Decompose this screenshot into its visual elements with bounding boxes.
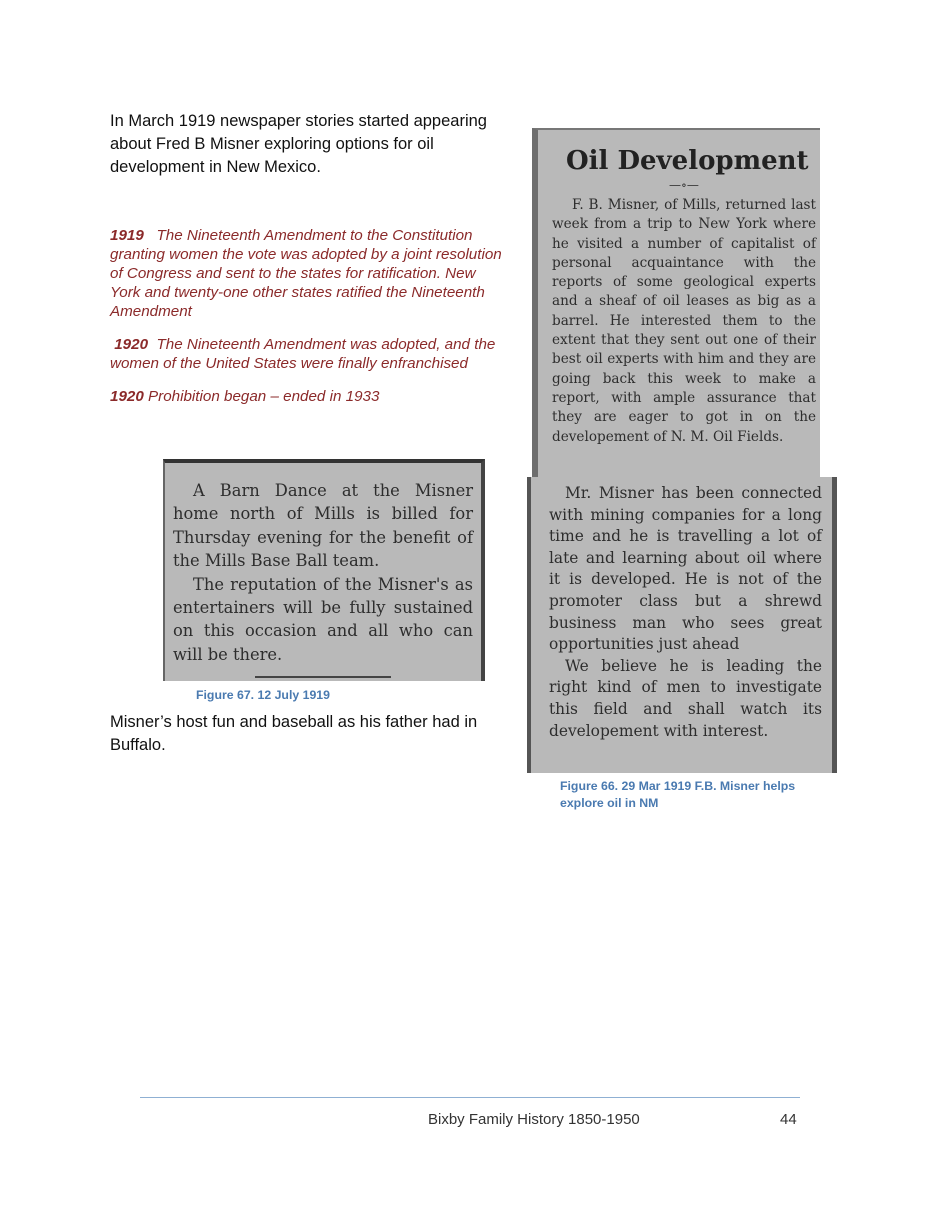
headline-divider: —∘—: [669, 178, 699, 192]
clipping-rule: [255, 676, 391, 678]
barn-dance-clipping: [163, 459, 485, 681]
figure-66-caption: Figure 66. 29 Mar 1919 F.B. Misner helps explore oil in NM: [560, 779, 796, 810]
intro-paragraph: In March 1919 newspaper stories started appearing about Fred B Misner exploring options for oil development in New Mexico.: [110, 112, 487, 176]
timeline-text: Prohibition began – ended in 1933: [148, 388, 380, 405]
oil-development-clipping-bottom: [527, 477, 837, 773]
timeline-text: The Nineteenth Amendment was adopted, and the women of the United States were finally enfranchised: [110, 336, 496, 372]
baseball-paragraph: Misner’s host fun and baseball as his father had in Buffalo.: [110, 713, 478, 754]
timeline-entry: [110, 335, 505, 373]
figure-67-caption: Figure 67. 12 July 1919: [196, 688, 330, 702]
timeline-year: 1920: [114, 336, 149, 353]
timeline-entry: [110, 226, 505, 321]
clipping-paragraph: A Barn Dance at the Misner home north of Mills is billed for Thursday evening for the benefit of the Mills Base Ball team.: [173, 481, 473, 571]
footer-title: Bixby Family History 1850-1950: [428, 1111, 640, 1128]
oil-development-clipping-top: [532, 128, 820, 478]
footer-divider: [140, 1097, 800, 1098]
page-number: 44: [780, 1111, 797, 1128]
timeline-text: The Nineteenth Amendment to the Constitution granting women the vote was adopted by a joint resolution of Congress and sent to the states for ratification. New York and twenty-one other states ratified the Nineteenth Amendment: [110, 227, 502, 320]
timeline-year: 1919: [110, 227, 144, 244]
timeline-entry: [110, 387, 505, 406]
clipping-paragraph: We believe he is leading the right kind of men to investigate this field and shall watch its developement with interest.: [549, 656, 822, 740]
timeline: [110, 226, 505, 420]
clipping-paragraph: Mr. Misner has been connected with mining companies for a long time and he is travelling a lot of late and learning about oil where it is developed. He is not of the promoter class but a shrewd business man who sees great opportunities just ahead: [549, 484, 822, 654]
clipping-headline: Oil Development: [566, 146, 809, 176]
clipping-paragraph: F. B. Misner, of Mills, returned last week from a trip to New York where he visited a number of capitalist of personal acquaintance with the reports of some geological experts and a sheaf of oil leases as big as a barrel. He interested them to the extent that they sent out one of their best oil experts with him and they are going back this week to make a report, with ample assurance that they are eager to got in on the developement of N. M. Oil Fields.: [552, 197, 816, 445]
clipping-paragraph: The reputation of the Misner's as entertainers will be fully sustained on this occasion and all who can will be there.: [173, 574, 473, 664]
timeline-year: 1920: [110, 388, 144, 405]
